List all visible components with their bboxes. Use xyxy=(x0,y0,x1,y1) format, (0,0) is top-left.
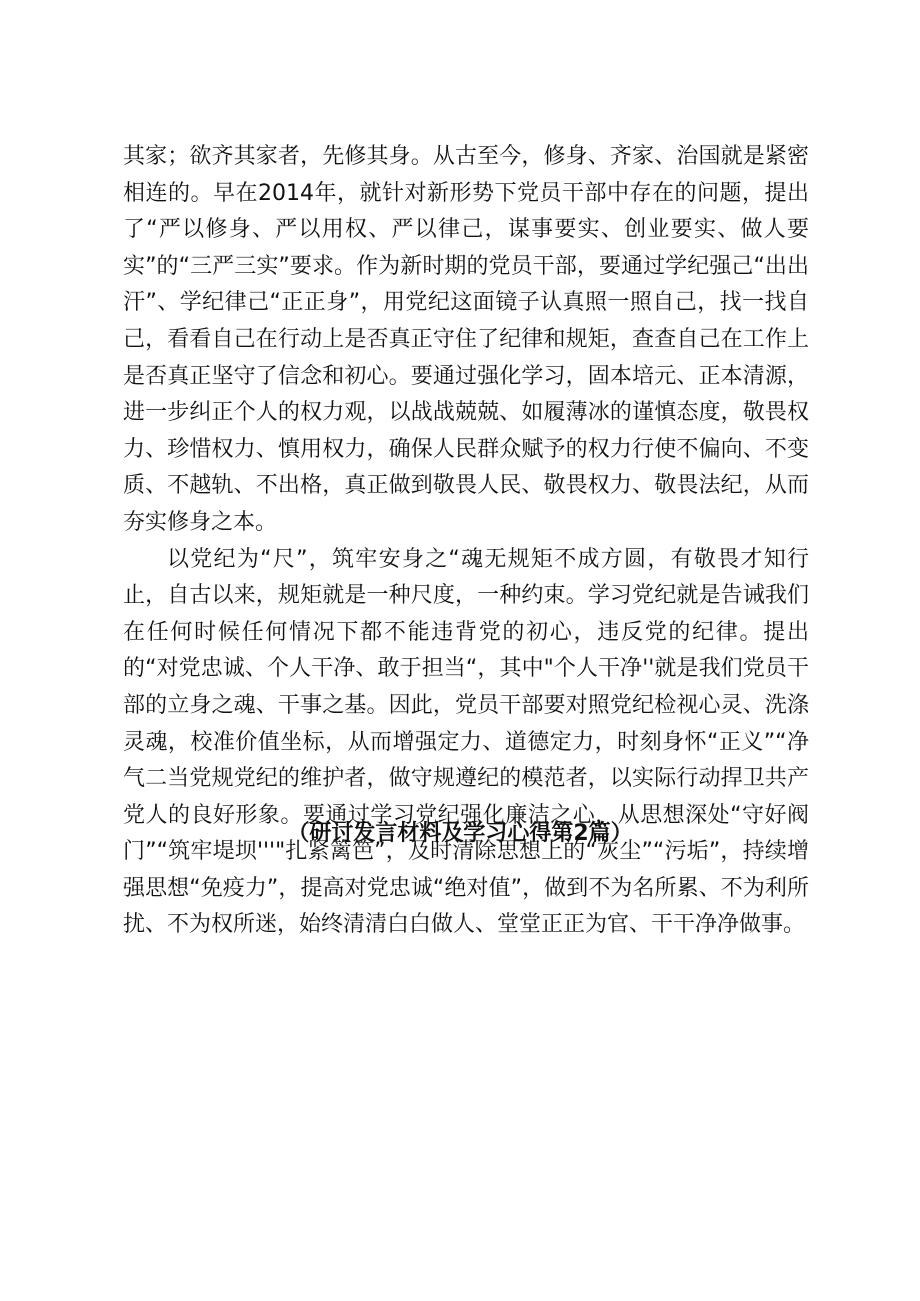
section-heading: （研讨发言材料及学习心得第2篇） xyxy=(287,821,633,846)
paragraph-1: 其家；欲齐其家者，先修其身。从古至今，修身、齐家、治国就是紧密相连的。早在2014年，就针对新形势下党员干部中存在的问题，提出了“严以修身、严以用权、严以律己，谋事要实、创业要实、做人要实”的“三严三实”要求。作为新时期的党员干部，要通过学纪强己“出出汗”、学纪律己“正正身”，用党纪这面镜子认真照一照自己，找一找自己，看看自己在行动上是否真正守住了纪律和规矩，查查自己在工作上是否真正坚守了信念和初心。要通过强化学习，固本培元、正本清源，进一步纠正个人的权力观，以战战兢兢、如履薄冰的谨慎态度，敬畏权力、珍惜权力、慎用权力，确保人民群众赋予的权力行使不偏向、不变质、不越轨、不出格，真正做到敬畏人民、敬畏权力、敬畏法纪，从而夯实修身之本。 xyxy=(123,144,809,535)
paragraph-2: 以党纪为“尺”，筑牢安身之“魂无规矩不成方圆，有敬畏才知行止，自古以来，规矩就是一种尺度，一种约束。学习党纪就是告诫我们在任何时候任何情况下都不能违背党的初心，违反党的纪律。提出的“对党忠诚、个人干净、敢于担当“，其中"个人干净''就是我们党员干部的立身之魂、干事之基。因此，党员干部要对照党纪检视心灵、洗涤灵魂，校准价值坐标，从而增强定力、道德定力，时刻身怀“正义”“净气二当党规党纪的维护者，做守规遵纪的模范者，以实际行动捍卫共产党人的良好形象。要通过学习党纪强化廉洁之心，从思想深处“守好阀门”“筑牢堤坝'''"扎紧篱笆”，及时清除思想上的“灰尘”“污垢”，持续增强思想“免疫力”，提高对党忠诚“绝对值”，做到不为名所累、不为利所扰、不为权所迷，始终清清白白做人、堂堂正正为官、干干净净做事。 xyxy=(123,546,809,938)
